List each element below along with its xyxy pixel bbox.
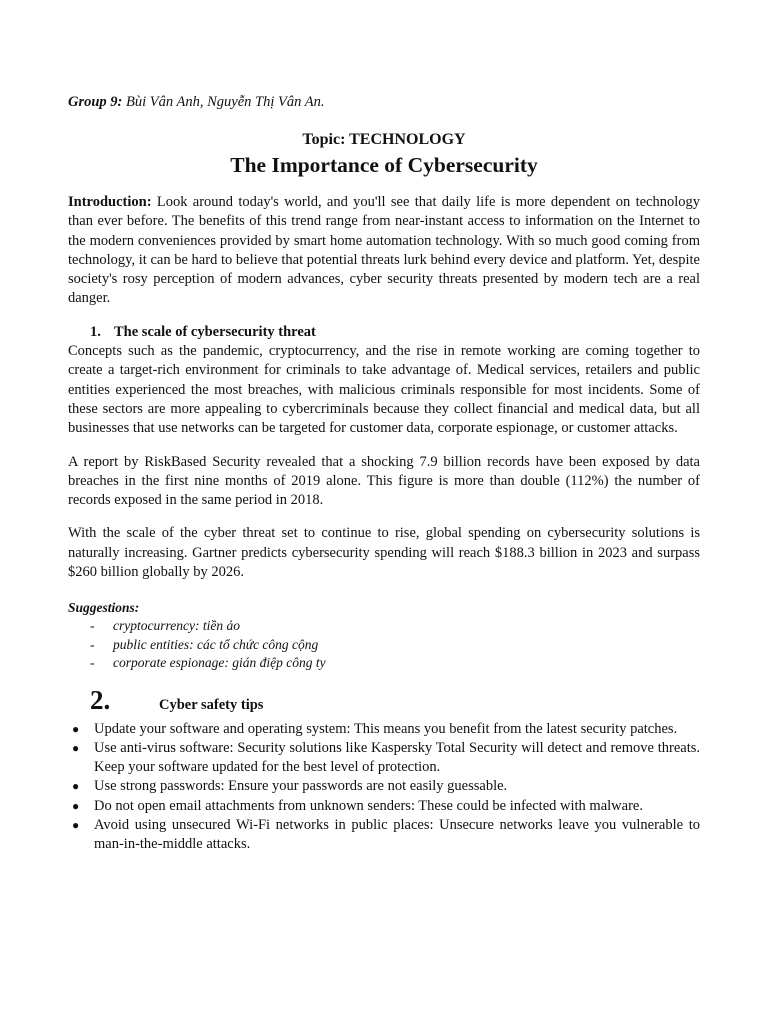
tip-text: Use anti-virus software: Security solutions like Kaspersky Total Security will detect and remove threats. Keep your software updated for the best level of protection. <box>94 739 700 776</box>
tip-item <box>68 816 700 855</box>
suggestions-list <box>68 617 700 672</box>
suggestion-item <box>90 654 700 672</box>
topic-line: Topic: TECHNOLOGY <box>302 131 466 148</box>
dash-marker: - <box>90 618 95 634</box>
bullet-icon: ● <box>72 779 80 794</box>
tip-item <box>68 720 700 739</box>
intro-label: Introduction: <box>68 194 152 210</box>
section2-heading <box>90 685 700 720</box>
tip-text: Do not open email attachments from unknown senders: These could be infected with malware. <box>94 797 643 814</box>
bullet-icon: ● <box>72 740 80 755</box>
dash-marker: - <box>90 655 95 671</box>
tip-item <box>68 777 700 796</box>
tips-list <box>68 720 700 855</box>
suggestion-text: cryptocurrency: tiền ảo <box>113 618 240 634</box>
intro-paragraph <box>68 193 700 309</box>
tip-item <box>68 797 700 816</box>
intro-text: Look around today's world, and you'll see that daily life is more dependent on technology than ever before. The benefits of this trend range from near-instant access to information on the Internet to the modern conveniences provided by smart home automation technology. With so much good coming from technology, it can be hard to believe that potential threats lurk behind every device and platform. Yet, despite society's rosy perception of modern advances, cyber security threats presented by modern tech are a real danger. <box>68 194 700 307</box>
suggestions-title: Suggestions: <box>68 600 140 616</box>
group-label: Group 9: <box>68 94 123 110</box>
section1-heading <box>90 323 700 342</box>
page-title: The Importance of Cybersecurity <box>230 153 538 177</box>
tip-text: Use strong passwords: Ensure your passwords are not easily guessable. <box>94 778 508 795</box>
tip-item <box>68 739 700 778</box>
tip-text: Avoid using unsecured Wi-Fi networks in public places: Unsecure networks leave you vulnerable to man-in-the-middle attacks. <box>94 817 700 853</box>
dash-marker: - <box>90 636 95 652</box>
suggestion-text: corporate espionage: gián điệp công ty <box>113 655 326 671</box>
group-members: Bùi Vân Anh, Nguyễn Thị Vân An. <box>122 94 325 110</box>
suggestion-item <box>90 636 700 654</box>
section1-number: 1. <box>90 323 101 340</box>
bullet-icon: ● <box>72 818 80 833</box>
section1-paragraph: Concepts such as the pandemic, cryptocurrency, and the rise in remote working are coming together to create a target-rich environment for criminals to take advantage of. Medical services, retailers and public entities experienced the most breaches, with malicious criminals responsible for most incidents. Some of these sectors are more appealing to cybercriminals because they collect financial and medical data, but all businesses that use networks can be targeted for customer data, corporate espionage, or customer attacks. <box>68 343 700 437</box>
document-page <box>68 92 700 855</box>
suggestion-text: public entities: các tổ chức công cộng <box>113 636 319 652</box>
tip-text: Update your software and operating system: This means you benefit from the latest security patches. <box>94 720 678 737</box>
bullet-icon: ● <box>72 721 80 736</box>
section2-number: 2. <box>90 684 111 715</box>
section1-paragraph: A report by RiskBased Security revealed that a shocking 7.9 billion records have been exposed by data breaches in the first nine months of 2019 alone. This figure is more than double (112%) the number of records exposed in the same period in 2018. <box>68 453 700 509</box>
section2-title: Cyber safety tips <box>159 696 264 713</box>
group-line <box>68 92 700 112</box>
section1-title: The scale of cybersecurity threat <box>114 323 316 340</box>
bullet-icon: ● <box>72 798 80 813</box>
suggestion-item <box>90 617 700 635</box>
section1-paragraph: With the scale of the cyber threat set to continue to rise, global spending on cybersecurity solutions is naturally increasing. Gartner predicts cybersecurity spending will reach $188.3 billion in 2023 and surpass $260 billion globally by 2026. <box>68 525 700 581</box>
